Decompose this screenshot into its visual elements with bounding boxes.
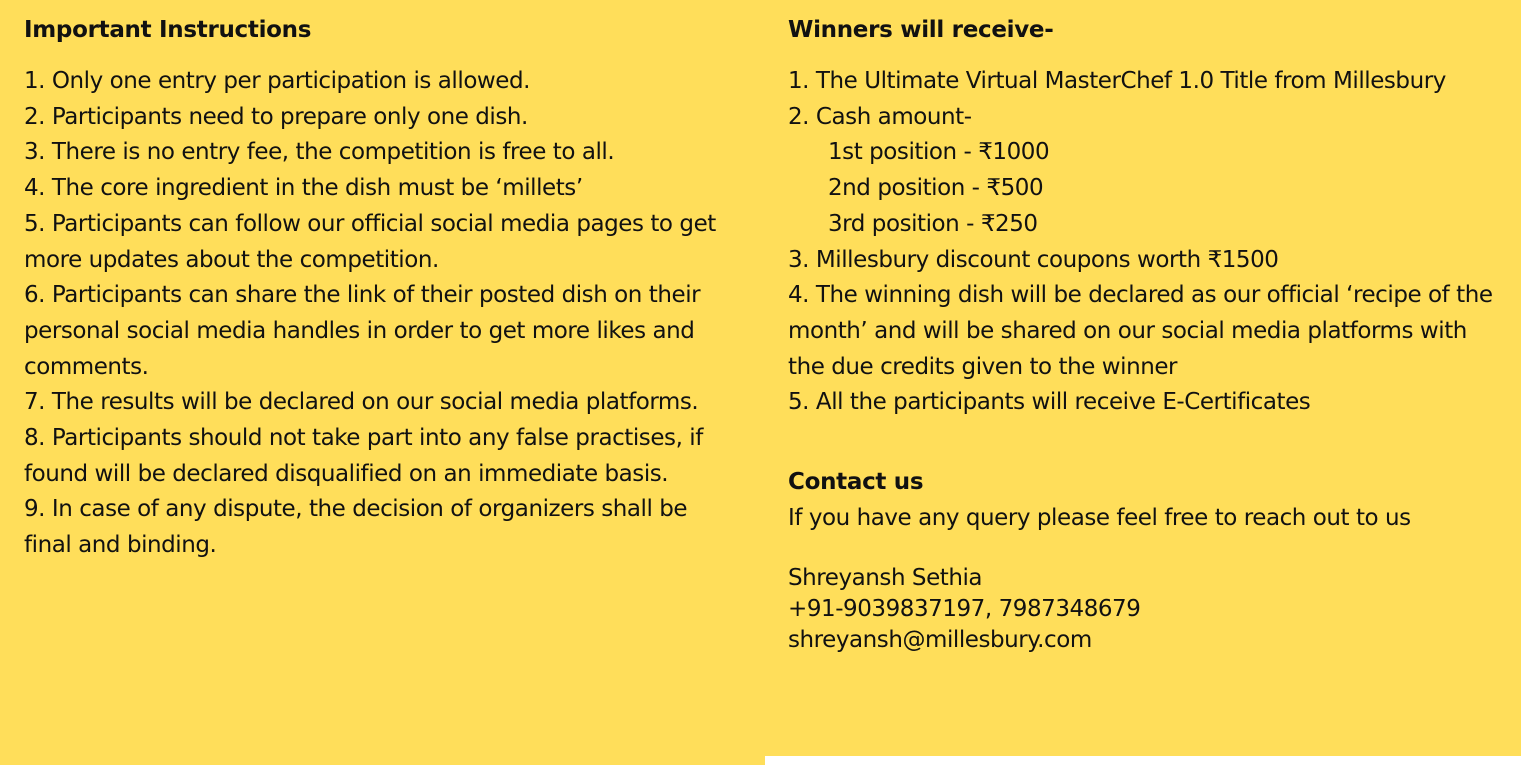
contact-name: Shreyansh Sethia [788, 565, 983, 592]
contact-details [788, 563, 1498, 656]
winners-title: Winners will receive- [788, 17, 1054, 43]
instruction-item: 7. The results will be declared on our social media platforms. [24, 389, 699, 416]
cash-positions-list [788, 135, 1498, 242]
winners-panel [765, 0, 1521, 756]
contact-phones: +91-9039837197, 7987348679 [788, 596, 1141, 623]
cash-position-third: 3rd position - ₹250 [828, 210, 1038, 237]
contact-intro: If you have any query please feel free to reach out to us [788, 505, 1411, 532]
instruction-item: 2. Participants need to prepare only one dish. [24, 103, 528, 130]
prize-coupons-item: 3. Millesbury discount coupons worth ₹1500 [788, 246, 1279, 273]
contact-title: Contact us [788, 469, 924, 496]
cash-position-second: 2nd position - ₹500 [828, 175, 1044, 202]
instruction-item: 5. Participants can follow our official social media pages to get more updates about the competition. [24, 210, 716, 273]
instructions-title: Important Instructions [24, 17, 312, 43]
prize-cash-item [788, 100, 1498, 243]
prize-title-item: 1. The Ultimate Virtual MasterChef 1.0 Title from Millesbury [788, 68, 1446, 94]
contact-email: shreyansh@millesbury.com [788, 627, 1092, 654]
instruction-item: 9. In case of any dispute, the decision of organizers shall be final and binding. [24, 496, 688, 559]
instruction-item: 3. There is no entry fee, the competition is free to all. [24, 139, 615, 166]
instruction-item: 8. Participants should not take part into any false practises, if found will be declared disqualified on an immediate basis. [24, 425, 703, 487]
prize-certificate-item: 5. All the participants will receive E-Certificates [788, 389, 1311, 416]
winners-list [788, 64, 1498, 421]
instruction-item: 1. Only one entry per participation is allowed. [24, 68, 531, 94]
instruction-item: 4. The core ingredient in the dish must be ‘millets’ [24, 175, 583, 202]
prize-cash-label: 2. Cash amount- [788, 103, 972, 130]
cash-position-first: 1st position - ₹1000 [828, 139, 1050, 166]
instructions-list [24, 64, 741, 564]
prize-recipe-item: 4. The winning dish will be declared as our official ‘recipe of the month’ and will be shared on our social media platforms with the due credits given to the winner [788, 282, 1493, 380]
instruction-item: 6. Participants can share the link of their posted dish on their personal social media handles in order to get more likes and comments. [24, 282, 701, 380]
